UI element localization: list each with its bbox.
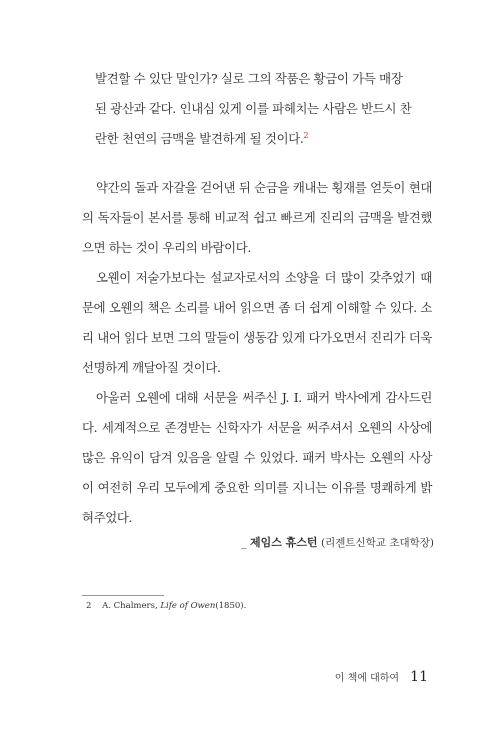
footnote-divider [82, 595, 164, 596]
signature-name: 제임스 휴스턴 [249, 536, 318, 549]
footnote [86, 601, 246, 611]
footnote-reference: 2 [303, 130, 309, 140]
paragraph: 약간의 돌과 자갈을 걷어낸 뒤 순금을 캐내는 횡재를 얻듯이 현대의 독자들이 본서를 통해 비교적 쉽고 빠르게 진리의 금맥을 발견했으면 하는 것이 우리의 바람이다. [82, 180, 432, 255]
running-footer-title: 이 책에 대하여 [334, 673, 400, 684]
quote-line: 발견할 수 있단 말인가? 실로 그의 작품은 황금이 가득 매장 [95, 71, 403, 86]
signature [241, 534, 434, 550]
quote-line: 된 광산과 같다. 인내심 있게 이를 파헤치는 사람은 반드시 찬 [95, 101, 412, 116]
quote-line-last [95, 124, 440, 154]
page-number: 11 [410, 669, 428, 685]
footnote-title: Life of Owen [160, 601, 216, 611]
page-footer [335, 666, 428, 685]
signature-role: (리젠트신학교 초대학장) [321, 537, 434, 549]
quote-last-text: 란한 천연의 금맥을 발견하게 될 것이다. [95, 131, 304, 146]
block-quote [95, 64, 440, 154]
signature-dash: _ [240, 536, 247, 549]
paragraph: 아울러 오웬에 대해 서문을 써주신 J. I. 패커 박사에게 감사드린다. 세계적으로 존경받는 신학자가 서문을 써주셔서 오웬의 사상에 많은 유익이 담겨 있음을 알릴 수 있었다. 패커 박사는 오웬의 사상이 여전히 우리 모두에게 중요한 의미를 지니는 이유를 명쾌하게 밝혀주었다. [82, 390, 432, 525]
footnote-author: A. Chalmers, [102, 601, 158, 611]
footnote-year: (1850). [215, 601, 247, 611]
body-text [82, 173, 432, 533]
paragraph: 오웬이 저술가보다는 설교자로서의 소양을 더 많이 갖추었기 때문에 오웬의 책은 소리를 내어 읽으면 좀 더 쉽게 이해할 수 있다. 소리 내어 읽다 보면 그의 말들이 생동감 있게 다가오면서 진리가 더욱 선명하게 깨달아질 것이다. [82, 270, 432, 375]
footnote-number: 2 [86, 601, 92, 611]
